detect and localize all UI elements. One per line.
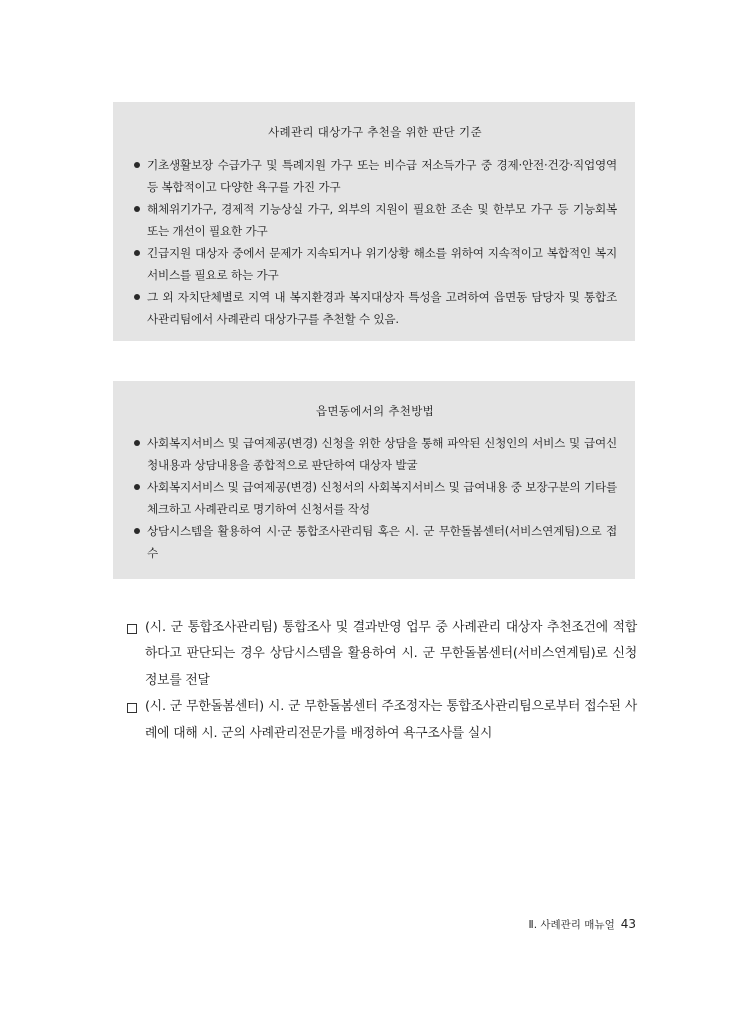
- criteria-item-text: 기초생활보장 수급가구 및 특례지원 가구 또는 비수급 저소득가구 중 경제·안전·건강·직업영역 등 복합적이고 다양한 욕구를 가진 가구: [147, 158, 617, 194]
- criteria-item: [133, 286, 617, 330]
- criteria-item: [133, 242, 617, 286]
- page-footer: [529, 917, 636, 932]
- checkbox-square-icon: [127, 624, 137, 634]
- bullet-icon: [134, 528, 140, 534]
- criteria-box: [113, 102, 635, 341]
- criteria-item: [133, 154, 617, 198]
- checkbox-square-icon: [127, 703, 137, 713]
- body-paragraph: [125, 615, 637, 694]
- method-item: [133, 476, 617, 520]
- bullet-icon: [134, 484, 140, 490]
- body-paragraph-text: (시. 군 통합조사관리팀) 통합조사 및 결과반영 업무 중 사례관리 대상자 추천조건에 적합하다고 판단되는 경우 상담시스템을 활용하여 시. 군 무한돌봄센터(서비스연계팀)로 신청정보를 전달: [145, 620, 637, 688]
- method-item: [133, 432, 617, 476]
- criteria-item-text: 그 외 자치단체별로 지역 내 복지환경과 복지대상자 특성을 고려하여 읍면동 담당자 및 통합조사관리팀에서 사례관리 대상가구를 추천할 수 있음.: [147, 290, 617, 326]
- bullet-icon: [134, 440, 140, 446]
- bullet-icon: [134, 294, 140, 300]
- body-section: [125, 615, 637, 747]
- method-box: [113, 381, 635, 579]
- body-paragraph-text: (시. 군 무한돌봄센터) 시. 군 무한돌봄센터 주조정자는 통합조사관리팀으로부터 접수된 사례에 대해 시. 군의 사례관리전문가를 배정하여 욕구조사를 실시: [145, 699, 637, 741]
- method-item-text: 사회복지서비스 및 급여제공(변경) 신청서의 사회복지서비스 및 급여내용 중 보장구분의 기타를 체크하고 사례관리로 명기하여 신청서를 작성: [147, 480, 617, 516]
- method-item-text: 상담시스템을 활용하여 시·군 통합조사관리팀 혹은 시. 군 무한돌봄센터(서비스연계팀)으로 접수: [147, 524, 617, 560]
- method-item: [133, 520, 617, 564]
- bullet-icon: [134, 206, 140, 212]
- bullet-icon: [134, 250, 140, 256]
- criteria-item: [133, 198, 617, 242]
- bullet-icon: [134, 162, 140, 168]
- criteria-item-text: 해체위기가구, 경제적 기능상실 가구, 외부의 지원이 필요한 조손 및 한부모 가구 등 기능회복 또는 개선이 필요한 가구: [147, 202, 617, 238]
- footer-section-title: Ⅱ. 사례관리 매뉴얼: [528, 919, 615, 931]
- criteria-item-text: 긴급지원 대상자 중에서 문제가 지속되거나 위기상황 해소를 위하여 지속적이고 복합적인 복지서비스를 필요로 하는 가구: [147, 246, 617, 282]
- body-paragraph: [125, 694, 637, 747]
- method-title: 읍면동에서의 추천방법: [315, 404, 435, 418]
- page-number: 43: [620, 917, 636, 931]
- criteria-title: 사례관리 대상가구 추천을 위한 판단 기준: [268, 125, 482, 139]
- method-item-text: 사회복지서비스 및 급여제공(변경) 신청을 위한 상담을 통해 파악된 신청인의 서비스 및 급여신청내용과 상담내용을 종합적으로 판단하여 대상자 발굴: [147, 436, 617, 472]
